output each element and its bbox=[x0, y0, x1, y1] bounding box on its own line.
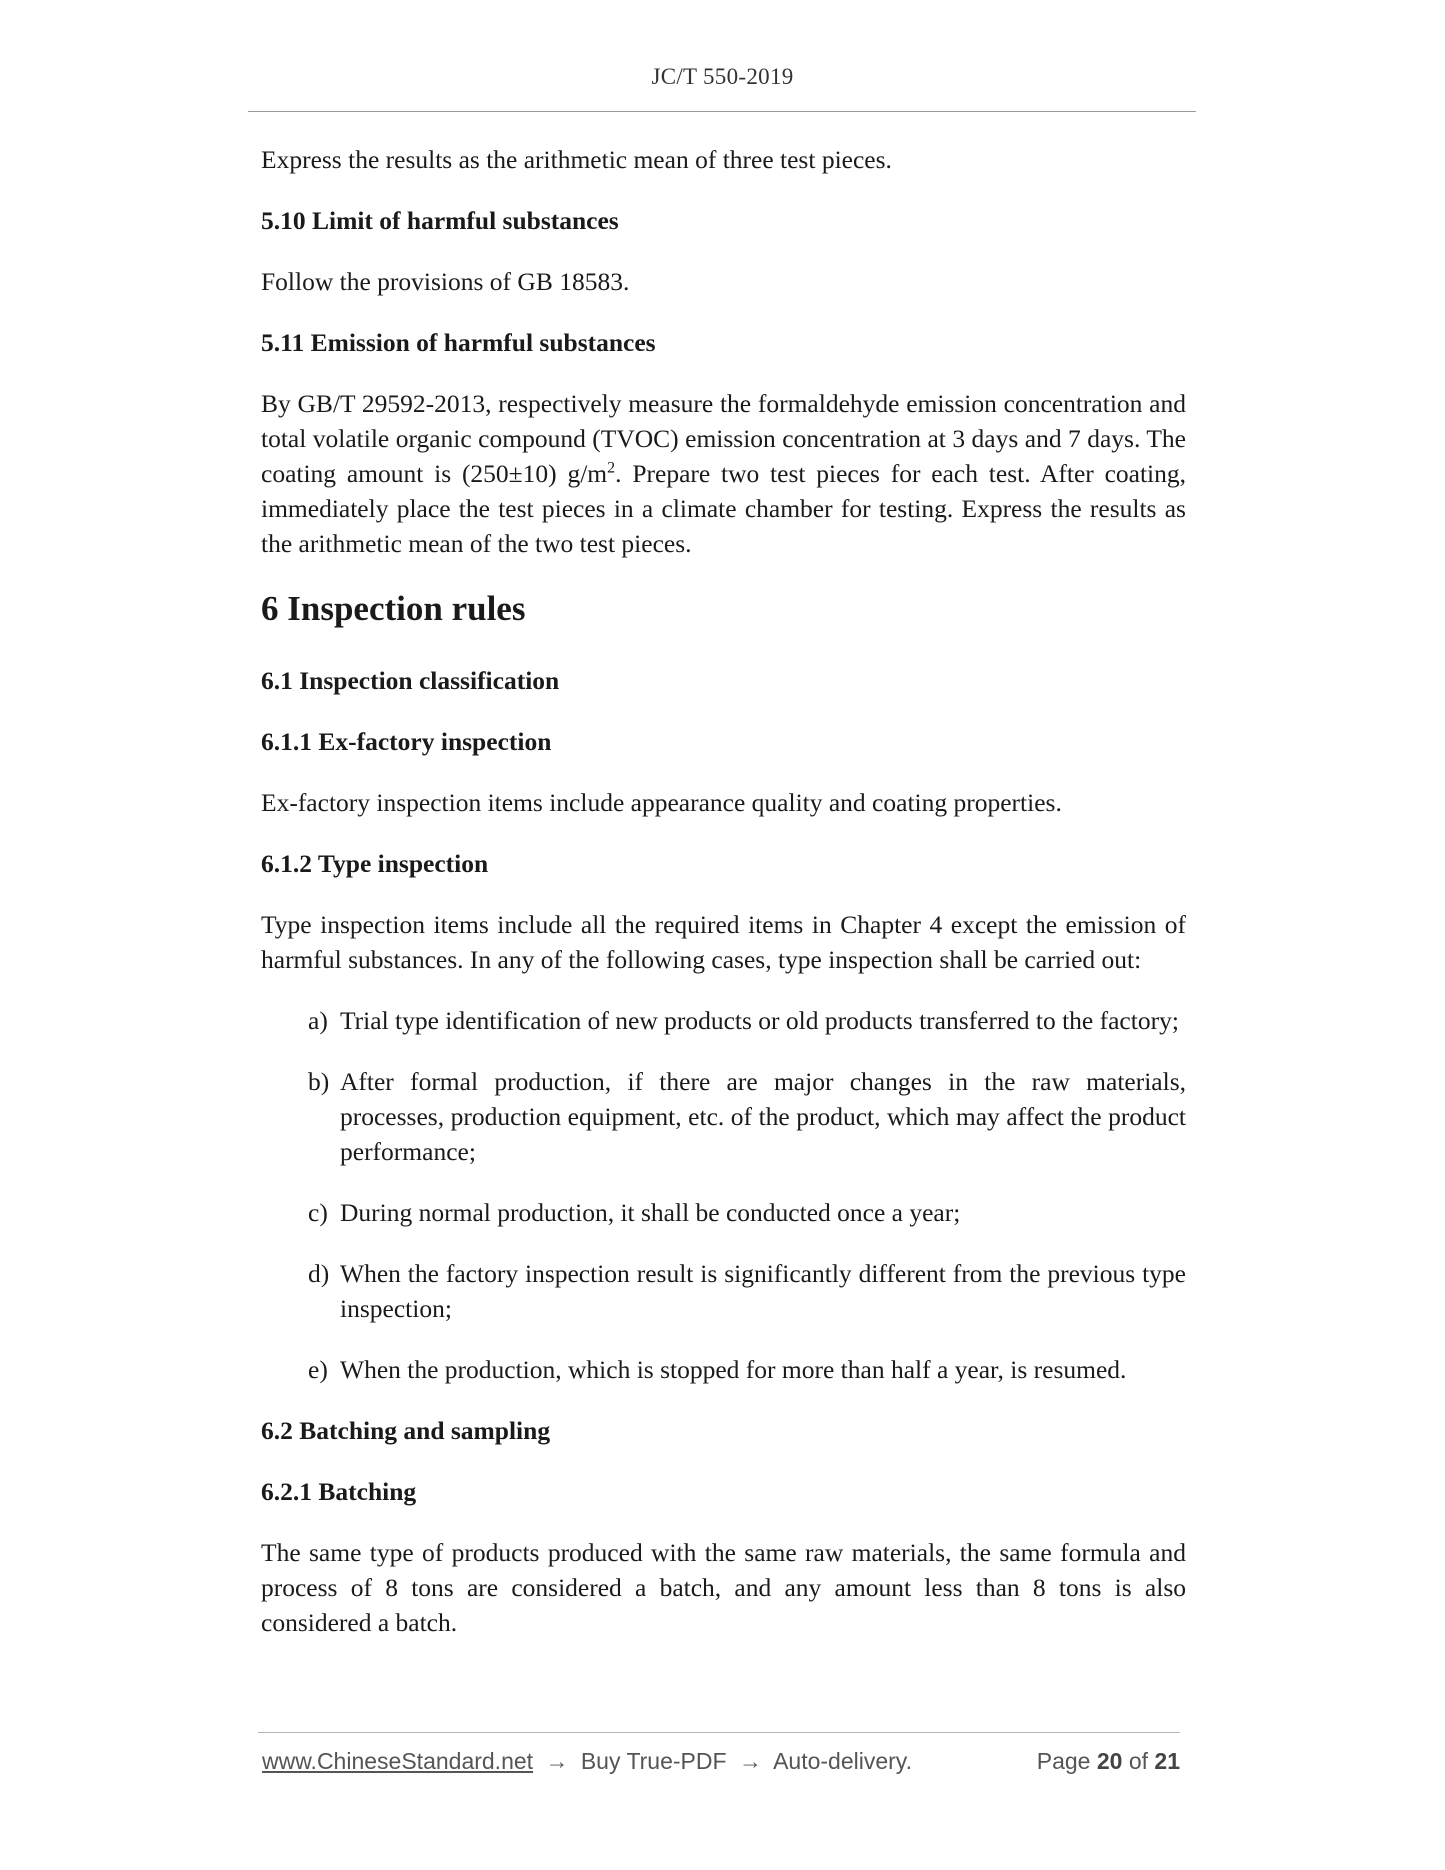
section-6-1-2-heading: 6.1.2 Type inspection bbox=[261, 849, 489, 878]
page-current: 20 bbox=[1096, 1748, 1123, 1774]
footer-promo bbox=[262, 1748, 912, 1775]
auto-delivery-text: Auto-delivery. bbox=[773, 1748, 912, 1774]
header-divider bbox=[248, 111, 1196, 112]
section-5-11-paragraph bbox=[261, 386, 1186, 561]
list-item bbox=[308, 1195, 1186, 1230]
arrow-right-icon: → bbox=[738, 1748, 762, 1774]
list-marker: a) bbox=[308, 1006, 328, 1035]
chapter-6-heading: 6 Inspection rules bbox=[261, 589, 526, 628]
section-5-10-paragraph: Follow the provisions of GB 18583. bbox=[261, 267, 630, 296]
list-item bbox=[308, 1003, 1186, 1038]
document-code-header: JC/T 550-2019 bbox=[651, 64, 794, 89]
list-item bbox=[308, 1352, 1186, 1387]
list-marker: e) bbox=[308, 1355, 328, 1384]
page-label: Page bbox=[1036, 1748, 1091, 1774]
buy-true-pdf-text: Buy True-PDF bbox=[580, 1748, 727, 1774]
section-6-2-1-heading: 6.2.1 Batching bbox=[261, 1477, 417, 1506]
list-marker: c) bbox=[308, 1198, 328, 1227]
superscript-two: 2 bbox=[607, 459, 616, 477]
page-of-label: of bbox=[1128, 1748, 1149, 1774]
list-marker: b) bbox=[308, 1067, 330, 1096]
section-6-2-1-paragraph: The same type of products produced with the same raw materials, the same formula and process of 8 tons are considered a batch, and any amount less than 8 tons is also considered a batch. bbox=[261, 1538, 1186, 1637]
list-text: Trial type identification of new products or old products transferred to the factory; bbox=[340, 1006, 1179, 1035]
list-item bbox=[308, 1256, 1186, 1326]
list-text: During normal production, it shall be conducted once a year; bbox=[340, 1198, 961, 1227]
results-mean-paragraph: Express the results as the arithmetic mean of three test pieces. bbox=[261, 145, 892, 174]
list-marker: d) bbox=[308, 1259, 330, 1288]
section-5-11-text-a: By GB/T 29592-2013, respectively measure the formaldehyde emission concentration and total volatile organic compound (TVOC) emission concentration at 3 days and 7 days. The coating amount is (250±10) g/m bbox=[261, 389, 1186, 488]
list-text: After formal production, if there are major changes in the raw materials, processes, production equipment, etc. of the product, which may affect the product performance; bbox=[340, 1067, 1186, 1166]
arrow-right-icon: → bbox=[545, 1748, 569, 1774]
list-text: When the factory inspection result is significantly different from the previous type inspection; bbox=[340, 1259, 1186, 1323]
section-6-1-2-paragraph: Type inspection items include all the required items in Chapter 4 except the emission of harmful substances. In any of the following cases, type inspection shall be carried out: bbox=[261, 910, 1186, 974]
section-6-1-1-heading: 6.1.1 Ex-factory inspection bbox=[261, 727, 552, 756]
footer-divider bbox=[258, 1732, 1180, 1733]
section-5-10-heading: 5.10 Limit of harmful substances bbox=[261, 206, 619, 235]
section-6-1-1-paragraph: Ex-factory inspection items include appearance quality and coating properties. bbox=[261, 788, 1062, 817]
list-item bbox=[308, 1064, 1186, 1169]
page-content bbox=[261, 142, 1186, 1666]
page-footer bbox=[262, 1748, 1180, 1775]
section-6-1-heading: 6.1 Inspection classification bbox=[261, 666, 560, 695]
page-total: 21 bbox=[1154, 1748, 1180, 1774]
page-number bbox=[1037, 1748, 1180, 1775]
section-5-11-heading: 5.11 Emission of harmful substances bbox=[261, 328, 656, 357]
section-6-2-heading: 6.2 Batching and sampling bbox=[261, 1416, 551, 1445]
site-link[interactable]: www.ChineseStandard.net bbox=[262, 1748, 534, 1774]
list-text: When the production, which is stopped for more than half a year, is resumed. bbox=[340, 1355, 1127, 1384]
section-5-11-text-b: . Prepare two test pieces for each test. After coating, immediately place the test pieces in a climate chamber for testing. Express the results as the arithmetic mean of the two test pieces. bbox=[261, 459, 1187, 558]
